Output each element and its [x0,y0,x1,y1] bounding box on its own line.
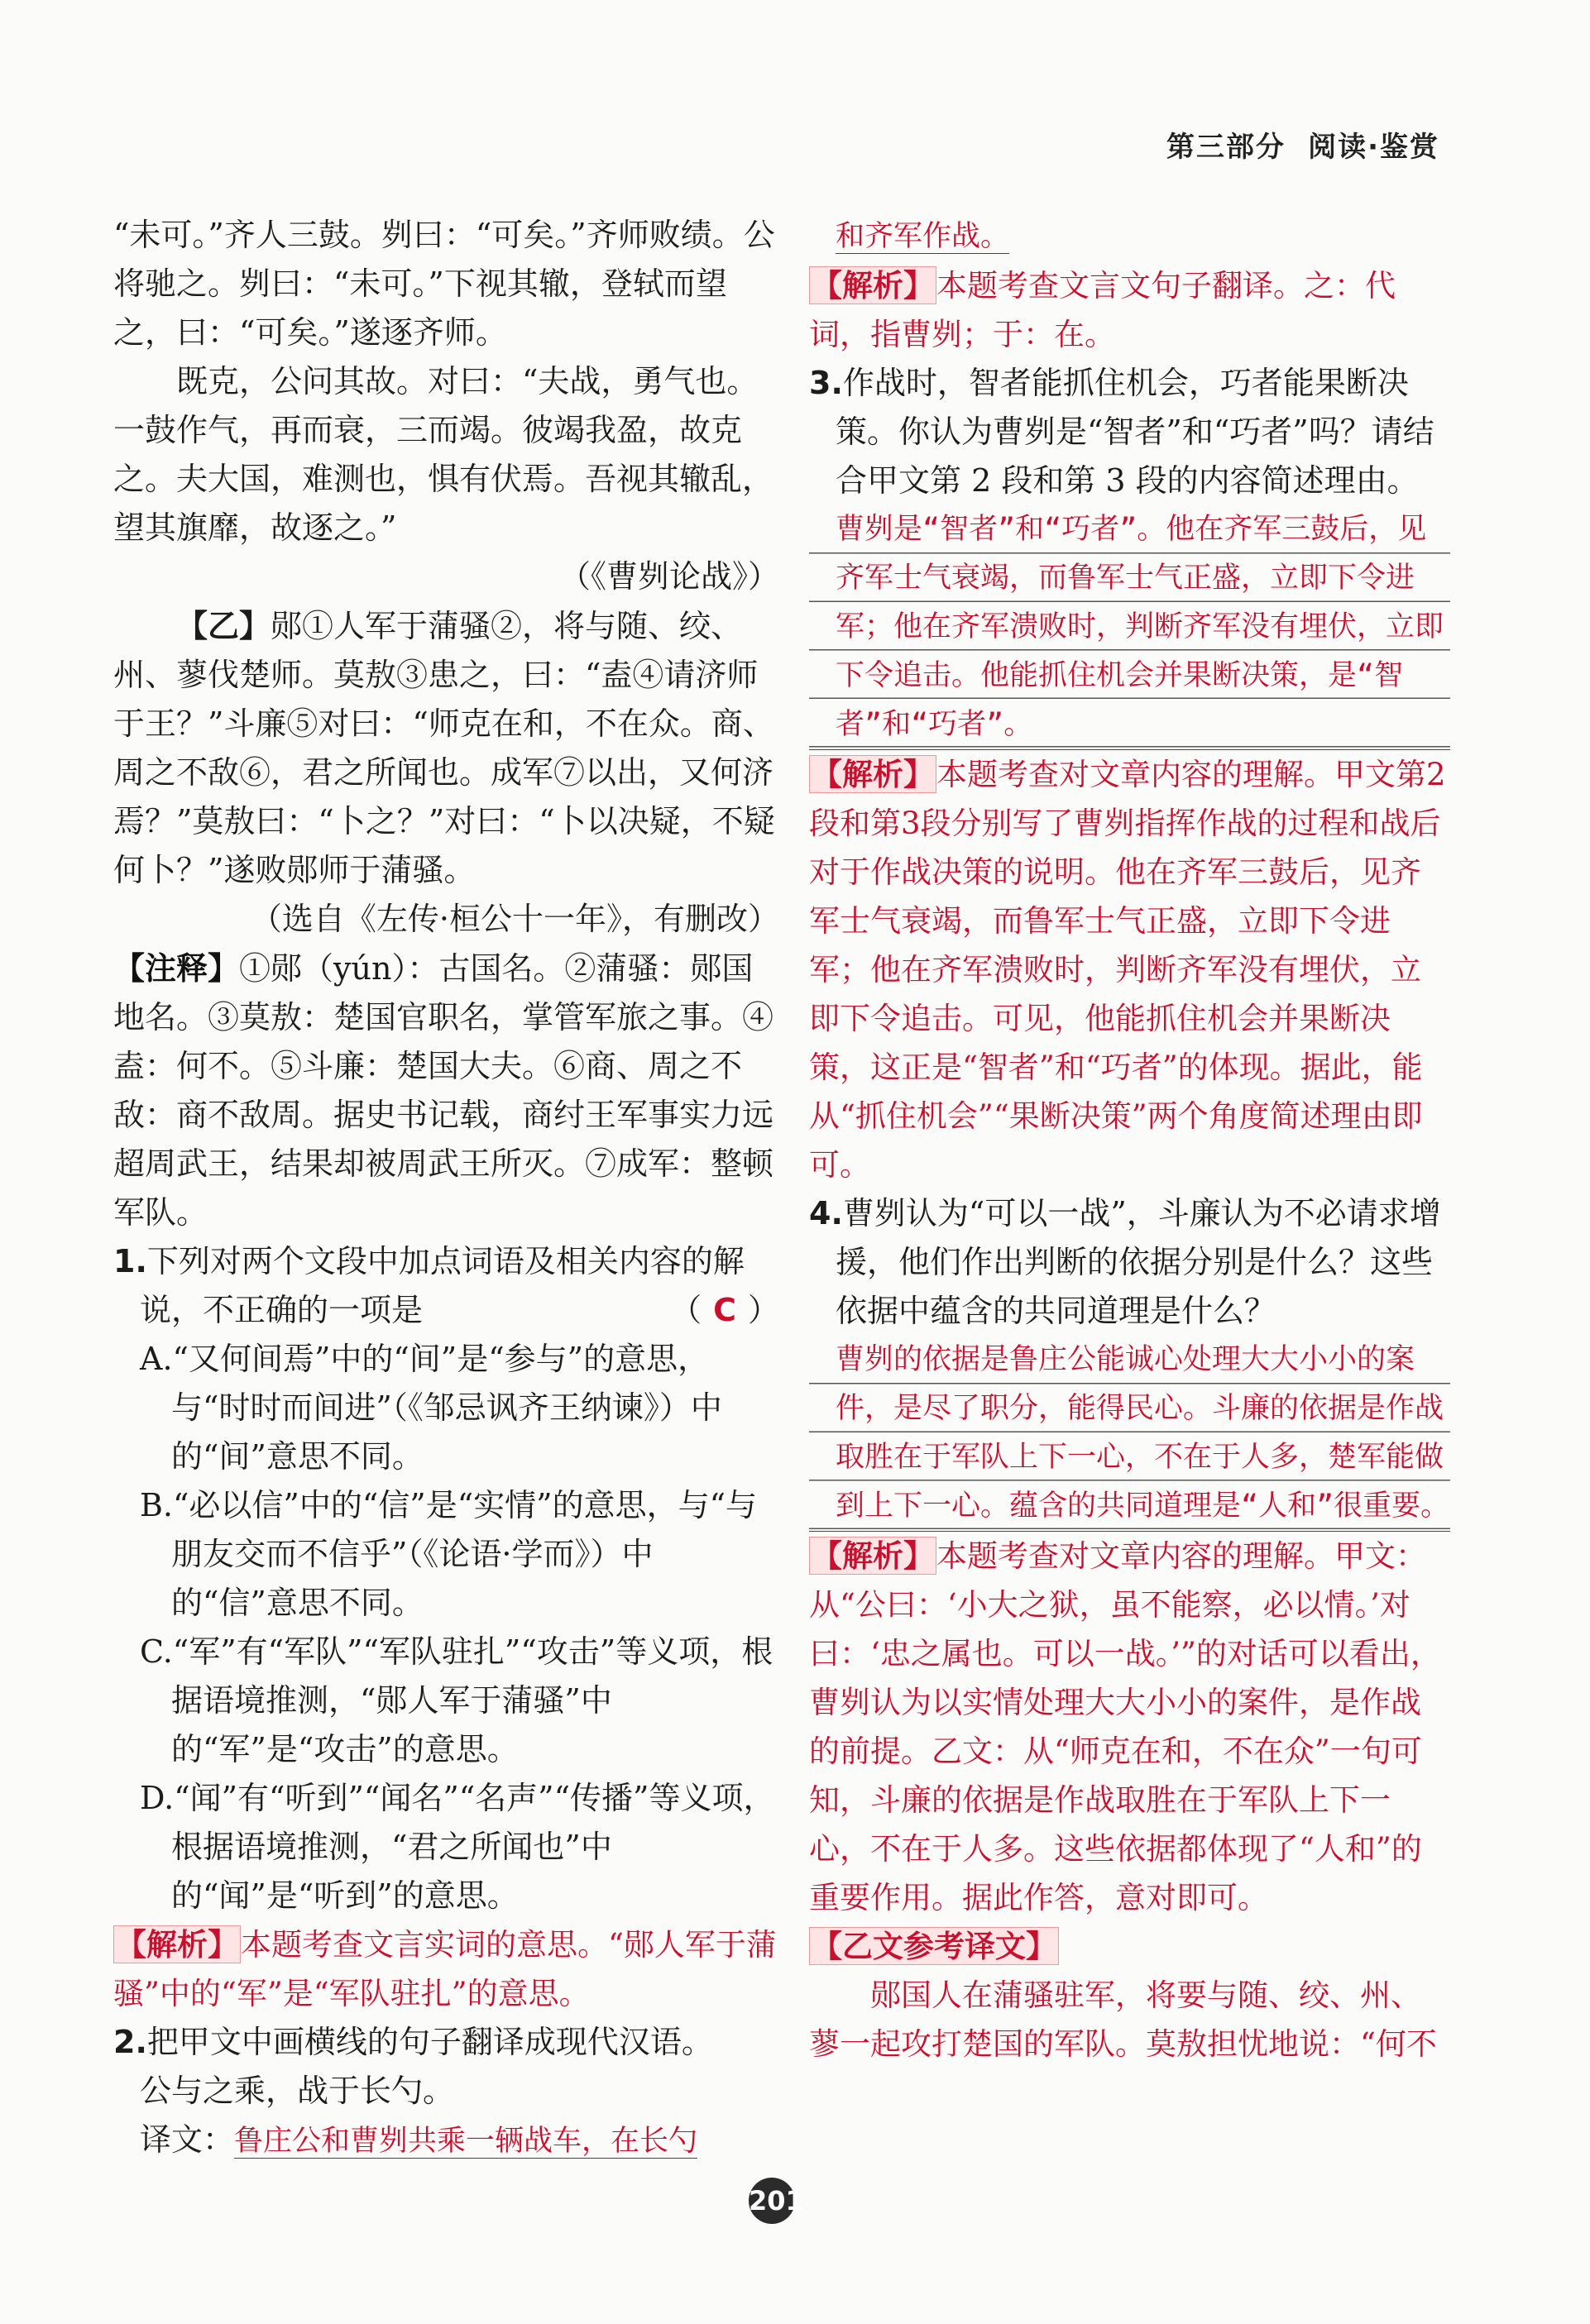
analysis-2-text: 本题考查文言文句子翻译。之：代词，指曹刿；于：在。 [809,268,1396,352]
notes-text: ①郧（yún）：古国名。②蒲骚：郧国地名。③莫敖：楚国官职名，掌管军旅之事。④盍：何不。⑤斗廉：楚国大夫。⑥商、周之不敌：商不敌周。据史书记载，商纣王军事实力远超周武王，结果却被周武王所灭。⑦成军：整顿军队。 [113,950,774,1231]
question-1 [113,1237,779,1335]
question-2-answer-line [113,2116,779,2166]
translation-answer-continued [809,211,1450,261]
passage-jia-p2: 既克，公问其故。对曰：“夫战，勇气也。一鼓作气，再而衰，三而竭。彼竭我盈，故克之。夫大国，难测也，惧有伏焉。吾视其辙乱，望其旗靡，故逐之。” [113,363,774,546]
question-3-number: 3. [809,365,843,401]
analysis-1-tag: 【解析】 [113,1925,241,1963]
option-a: A.“又何间焉”中的“间”是“参与”的意思，与“时时而间进”（《邹忌讽齐王纳谏》）中的“间”意思不同。 [140,1341,722,1475]
notes-tag: 【注释】 [113,949,240,987]
right-column [809,211,1450,2068]
passage-yi-text: 郧①人军于蒲骚②，将与随、绞、州、蓼伐楚师。莫敖③患之，曰：“盍④请济师于王？”斗廉⑤对曰：“师克在和，不在众。商、周之不敌⑥，君之所闻也。成军⑦以出，又何济焉？”莫敖曰：“卜之？”对曰：“卜以决疑，不疑何卜？”遂败郧师于蒲骚。 [113,608,775,888]
translation-answer-cont-text: 和齐军作战。 [836,220,1010,253]
question-1-text: 下列对两个文段中加点词语及相关内容的解说，不正确的一项是 [140,1243,745,1328]
question-1-paren-left: （ [670,1292,702,1328]
translation-label: 译文： [140,2121,235,2158]
passage-yi-source: （选自《左传·桓公十一年》，有删改） [250,901,779,937]
question-4-number: 4. [809,1195,843,1231]
question-1-paren-right: ） [747,1292,779,1328]
question-4 [809,1189,1450,1336]
question-3-text: 作战时，智者能抓住机会，巧者能果断决策。你认为曹刿是“智者”和“巧者”吗？请结合甲文第 2 段和第 3 段的内容简述理由。 [836,365,1434,499]
passage-jia-p1: “未可。”齐人三鼓。刿曰：“可矣。”齐师败绩。公将驰之。刿曰：“未可。”下视其辙，登轼而望之，曰：“可矣。”遂逐齐师。 [113,217,775,351]
passage-jia-source: （《曹刿论战》） [558,558,779,595]
page-number: 201 [749,2178,795,2224]
question-3 [809,359,1450,505]
question-1-number: 1. [113,1243,147,1279]
question-4-answer: 曹刿的依据是鲁庄公能诚心处理大大小小的案件，是尽了职分，能得民心。斗廉的依据是作战取胜在于军队上下一心，不在于人多，楚军能做到上下一心。蕴含的共同道理是“人和”很重要。 [809,1336,1450,1532]
reference-translation-heading [809,1922,1450,1971]
analysis-3-text: 本题考查对文章内容的理解。甲文第2段和第3段分别写了曹刿指挥作战的过程和战后对于作战决策的说明。他在齐军三鼓后，见齐军士气衰竭，而鲁军士气正盛，立即下令进军；他在齐军溃败时，判断齐军没有埋伏，立即下令追击。可见，他能抓住机会并果断决策，这正是“智者”和“巧者”的体现。据此，能从“抓住机会”“果断决策”两个角度简述理由即可。 [809,757,1446,1183]
reference-translation-text: 郧国人在蒲骚驻军，将要与随、绞、州、蓼一起攻打楚国的军队。莫敖担忧地说：“何不 [809,1977,1437,2062]
question-2 [113,2018,779,2067]
reference-translation-tag: 【乙文参考译文】 [809,1927,1059,1965]
page-header [1166,124,1489,174]
question-4-text: 曹刿认为“可以一战”，斗廉认为不必请求增援，他们作出判断的依据分别是什么？这些依据中蕴含的共同道理是什么？ [836,1195,1441,1329]
option-b: B.“必以信”中的“信”是“实情”的意思，与“与朋友交而不信乎”（《论语·学而》）中的“信”意思不同。 [140,1487,757,1621]
passage-yi-tag: 【乙】 [176,607,271,644]
question-2-text: 把甲文中画横线的句子翻译成现代汉语。 [146,2024,713,2060]
question-2-sentence: 公与之乘，战于长勺。 [140,2073,455,2109]
translation-answer: 鲁庄公和曹刿共乘一辆战车，在长勺 [234,2125,698,2158]
analysis-4-text: 本题考查对文章内容的理解。甲文：从“公曰：‘小大之狱，虽不能察，必以情。’对曰：‘忠之属也。可以一战。’”的对话可以看出，曹刿认为以实情处理大大小小的案件，是作战的前提。乙文：从“师克在和，不在众”一句可知，斗廉的依据是作战取胜在于军队上下一心，不在于人多。这些依据都体现了“人和”的重要作用。据此作答，意对即可。 [809,1538,1441,1915]
analysis-4-tag: 【解析】 [809,1537,936,1575]
analysis-3 [809,750,1450,1189]
question-1-answer: C [713,1292,736,1328]
analysis-1 [113,1920,779,2018]
notes [113,944,779,1237]
option-d: D.“闻”有“听到”“闻名”“名声”“传播”等义项，根据语境推测，“君之所闻也”中的“闻”是“听到”的意思。 [140,1780,775,1914]
option-c: C.“军”有“军队”“军队驻扎”“攻击”等义项，根据语境推测，“郧人军于蒲骚”中的“军”是“攻击”的意思。 [140,1633,773,1767]
question-3-answer: 曹刿是“智者”和“巧者”。他在齐军三鼓后，见齐军士气衰竭，而鲁军士气正盛，立即下令进军；他在齐军溃败时，判断齐军没有埋伏，立即下令追击。他能抓住机会并果断决策，是“智者”和“巧者”。 [809,505,1450,750]
analysis-2-tag: 【解析】 [809,266,936,304]
question-2-number: 2. [113,2024,147,2060]
analysis-2 [809,261,1450,359]
section-subtitle: 阅读·鉴赏 [1308,131,1440,164]
passage-yi [113,601,779,895]
analysis-4 [809,1532,1450,1922]
left-column [113,211,779,2166]
section-title: 第三部分 [1166,131,1286,164]
analysis-3-tag: 【解析】 [809,755,936,793]
analysis-1-text: 本题考查文言实词的意思。“郧人军于蒲骚”中的“军”是“军队驻扎”的意思。 [113,1927,777,2011]
